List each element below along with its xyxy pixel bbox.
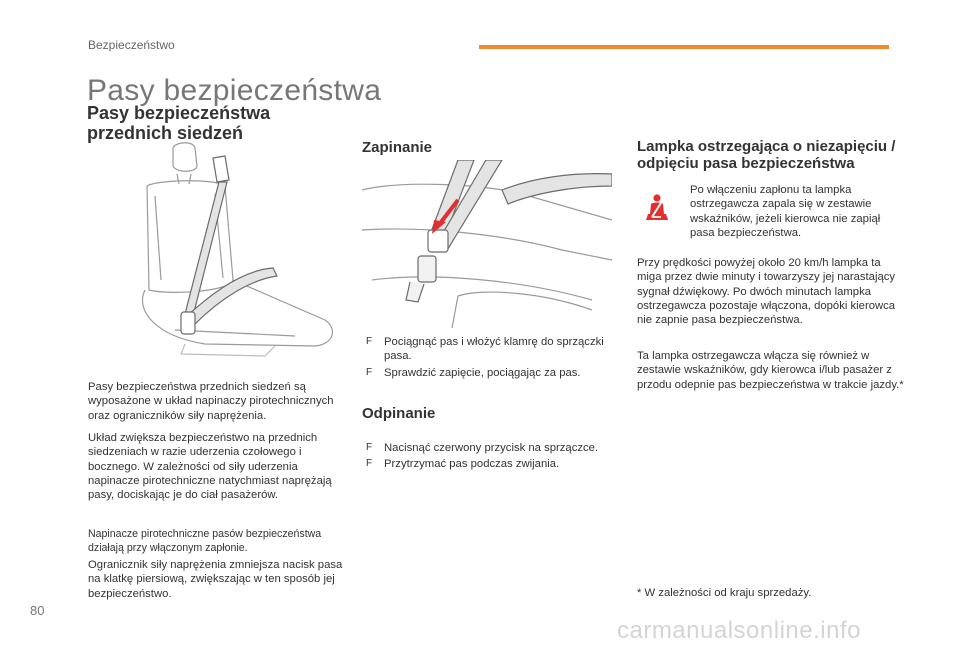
page-title: Pasy bezpieczeństwa <box>87 74 382 107</box>
warning-lamp-paragraph-3: Ta lampka ostrzegawcza włącza się również w zestawie wskaźników, gdy kierowca i/lub pasażer z przodu odepnie pas bezpieczeństwa w trakcie jazdy.* <box>637 350 904 391</box>
footnote: * W zależności od kraju sprzedaży. <box>637 587 812 599</box>
fasten-step-text: Pociągnąć pas i włożyć klamrę do sprzączki pasa. <box>384 336 604 363</box>
list-item <box>366 366 606 380</box>
left-paragraph-4: Ogranicznik siły naprężenia zmniejsza nacisk pasa na klatkę piersiową, zwiększając w ten sposób jej bezpieczeństwo. <box>88 559 343 600</box>
watermark: carmanualsonline.info <box>617 617 861 644</box>
front-seat-belts-heading: Pasy bezpieczeństwa przednich siedzeń <box>87 103 271 143</box>
bullet-glyph: F <box>366 336 373 347</box>
unfasten-heading: Odpinanie <box>362 405 436 422</box>
warning-lamp-paragraph-1: Po włączeniu zapłonu ta lampka ostrzegawcza zapala się w zestawie wskaźników, jeżeli kierowca nie zapiął pasa bezpieczeństwa. <box>690 184 881 239</box>
unfasten-steps-list <box>366 441 616 474</box>
unfasten-step-text: Nacisnąć czerwony przycisk na sprzączce. <box>384 442 599 454</box>
list-item <box>366 441 616 455</box>
bullet-glyph: F <box>366 458 373 470</box>
fastening-illustration <box>362 160 612 328</box>
bullet-glyph: F <box>366 366 373 378</box>
front-seat-belt-illustration <box>115 140 345 360</box>
left-paragraph-3: Napinacze pirotechniczne pasów bezpieczeństwa działają przy włączonym zapłonie. <box>88 528 322 555</box>
header-accent-bar <box>479 45 889 49</box>
warning-lamp-heading: Lampka ostrzegająca o niezapięciu / odpięciu pasa bezpieczeństwa <box>637 138 896 172</box>
fasten-steps-list <box>366 335 606 382</box>
bullet-glyph: F <box>366 442 373 453</box>
left-paragraph-2: Układ zwiększa bezpieczeństwo na przednich siedzeniach w razie uderzenia czołowego i bocznego. W zależności od siły uderzenia napinacze pirotechniczne natychmiast naprężają pasy, dociskając je do ciał pasażerów. <box>88 432 332 502</box>
left-paragraph-1: Pasy bezpieczeństwa przednich siedzeń są wyposażone w układ napinaczy pirotechnicznych oraz ograniczników siły naprężenia. <box>88 381 334 422</box>
list-item <box>366 335 606 364</box>
page-number: 80 <box>30 603 45 618</box>
fasten-step-text: Sprawdzić zapięcie, pociągając za pas. <box>384 366 581 379</box>
seatbelt-warning-icon <box>641 193 673 225</box>
list-item <box>366 457 616 471</box>
fasten-heading: Zapinanie <box>362 139 433 156</box>
warning-lamp-paragraph-2: Przy prędkości powyżej około 20 km/h lampka ta miga przez dwie minuty i towarzyszy jej narastający sygnał dźwiękowy. Po dwóch minutach lampka ostrzegawcza pozostaje włączona, dopóki kierowca nie zapnie pasa bezpieczeństwa. <box>637 257 896 327</box>
unfasten-step-text: Przytrzymać pas podczas zwijania. <box>384 458 560 471</box>
section-label: Bezpieczeństwo <box>88 38 175 52</box>
